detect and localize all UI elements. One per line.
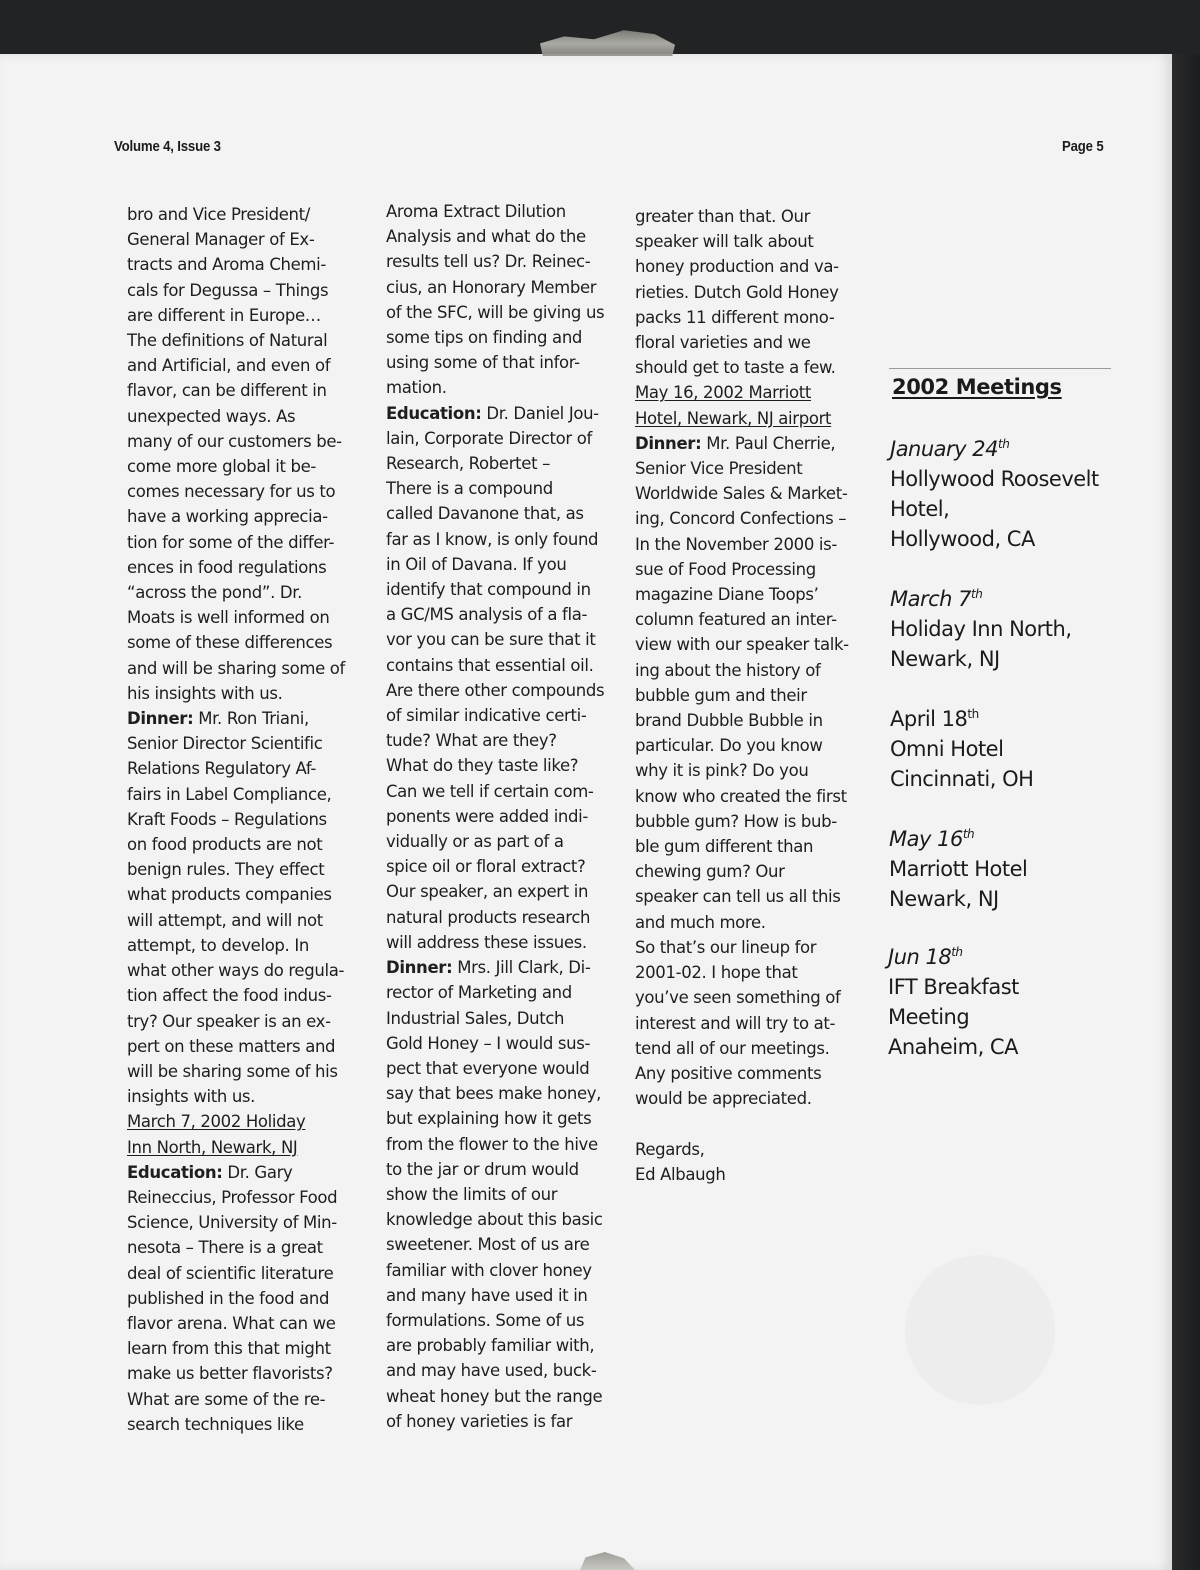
meeting-venue-line: Cincinnati, OH bbox=[890, 767, 1034, 791]
meeting-venue-line: Marriott Hotel bbox=[889, 857, 1028, 881]
text-line: unexpected ways. As bbox=[127, 406, 296, 426]
meeting-entry bbox=[890, 584, 1072, 674]
text-line: Aroma Extract Dilution bbox=[386, 202, 566, 221]
text-line: you’ve seen something of bbox=[635, 988, 841, 1008]
text-line: say that bees make honey, bbox=[386, 1084, 602, 1104]
text-line: cius, an Honorary Member bbox=[386, 277, 597, 297]
text-line: So that’s our lineup for bbox=[635, 937, 817, 957]
text-line: come more global it be- bbox=[127, 457, 317, 477]
text-line: what products companies bbox=[127, 885, 332, 905]
text-line: a GC/MS analysis of a fla- bbox=[386, 605, 588, 625]
text-line: attempt, to develop. In bbox=[127, 935, 309, 955]
meeting-date bbox=[889, 824, 1027, 854]
text-line: sweetener. Most of us are bbox=[386, 1235, 590, 1255]
text-line: flavor arena. What can we bbox=[127, 1313, 336, 1333]
text-line: are different in Europe… bbox=[127, 305, 321, 325]
text-line: familiar with clover honey bbox=[386, 1260, 592, 1280]
ordinal-suffix: th bbox=[998, 437, 1010, 451]
meeting-date bbox=[888, 942, 1019, 972]
text-line: There is a compound bbox=[386, 479, 553, 499]
text-line: ing, Concord Confections – bbox=[635, 509, 847, 529]
text-line: to the jar or drum would bbox=[386, 1159, 579, 1179]
text-line: identify that compound in bbox=[386, 580, 591, 600]
session-text: Mr. Paul Cherrie, bbox=[701, 433, 836, 453]
text-line: magazine Diane Toops’ bbox=[635, 585, 819, 605]
text-line: and Artificial, and even of bbox=[127, 356, 331, 376]
text-line: using some of that infor- bbox=[386, 353, 580, 373]
text-line: ences in food regulations bbox=[127, 557, 327, 577]
event-heading: March 7, 2002 Holiday bbox=[127, 1112, 306, 1132]
text-line: natural products research bbox=[386, 907, 591, 927]
text-line: nesota – There is a great bbox=[127, 1238, 323, 1258]
text-line: many of our customers be- bbox=[127, 431, 342, 451]
meeting-venue-line: Omni Hotel bbox=[890, 737, 1004, 761]
text-line: why it is pink? Do you bbox=[635, 761, 809, 781]
session-line bbox=[386, 401, 626, 426]
text-line: mation. bbox=[386, 378, 447, 398]
text-line: Gold Honey – I would sus- bbox=[386, 1033, 591, 1053]
text-line: tude? What are they? bbox=[386, 731, 557, 751]
text-line: column featured an inter- bbox=[635, 610, 837, 630]
text-line: rector of Marketing and bbox=[386, 983, 572, 1003]
text-line: bro and Vice President/ bbox=[127, 205, 310, 224]
text-line: bubble gum and their bbox=[635, 685, 807, 705]
text-line: honey production and va- bbox=[635, 257, 839, 277]
session-line bbox=[386, 955, 626, 980]
text-line: Senior Vice President bbox=[635, 459, 803, 479]
meeting-venue-line: Hollywood, CA bbox=[890, 527, 1035, 551]
text-line: and may have used, buck- bbox=[386, 1361, 597, 1381]
meeting-venue-line: Anaheim, CA bbox=[888, 1035, 1018, 1059]
text-line: brand Dubble Bubble in bbox=[635, 711, 823, 731]
text-line: wheat honey but the range bbox=[386, 1386, 603, 1406]
event-heading: May 16, 2002 Marriott bbox=[635, 383, 811, 403]
session-line bbox=[127, 1160, 372, 1185]
article-column-3 bbox=[635, 204, 885, 1187]
text-line: of the SFC, will be giving us bbox=[386, 302, 605, 322]
text-line: tion for some of the differ- bbox=[127, 532, 335, 552]
text-line: General Manager of Ex- bbox=[127, 230, 315, 250]
text-line: knowledge about this basic bbox=[386, 1210, 603, 1230]
text-line: greater than that. Our bbox=[635, 207, 811, 226]
text-line: In the November 2000 is- bbox=[635, 534, 837, 554]
volume-issue-header: Volume 4, Issue 3 bbox=[114, 138, 221, 155]
text-line: packs 11 different mono- bbox=[635, 307, 835, 327]
text-line: know who created the first bbox=[635, 786, 847, 806]
session-label: Dinner: bbox=[127, 709, 194, 729]
text-line: pert on these matters and bbox=[127, 1036, 336, 1056]
text-line: rieties. Dutch Gold Honey bbox=[635, 282, 839, 302]
text-line: The definitions of Natural bbox=[127, 331, 328, 351]
ordinal-suffix: th bbox=[962, 827, 975, 841]
meeting-date-text: Jun 18 bbox=[888, 945, 952, 969]
text-line: make us better flavorists? bbox=[127, 1364, 333, 1384]
sidebar-title: 2002 Meetings bbox=[892, 375, 1062, 399]
meeting-date-text: May 16 bbox=[889, 827, 963, 851]
text-line: Science, University of Min- bbox=[127, 1213, 337, 1233]
text-line: Research, Robertet – bbox=[386, 454, 550, 474]
event-heading: Inn North, Newark, NJ bbox=[127, 1137, 298, 1157]
text-line: ing about the history of bbox=[635, 660, 821, 680]
session-label: Education: bbox=[127, 1162, 223, 1182]
text-line: chewing gum? Our bbox=[635, 862, 785, 882]
meeting-venue-line: Newark, NJ bbox=[890, 647, 1000, 671]
text-line: his insights with us. bbox=[127, 683, 283, 703]
text-line: ponents were added indi- bbox=[386, 806, 588, 826]
meeting-venue-line: Hotel, bbox=[890, 497, 950, 521]
text-line: Are there other compounds bbox=[386, 680, 605, 700]
text-line: bubble gum? How is bub- bbox=[635, 811, 837, 831]
text-line: will be sharing some of his bbox=[127, 1061, 338, 1081]
text-line: sue of Food Processing bbox=[635, 559, 816, 579]
meeting-date-text: March 7 bbox=[890, 587, 972, 611]
text-line: Regards, bbox=[635, 1139, 705, 1159]
text-line: Relations Regulatory Af- bbox=[127, 759, 317, 779]
session-text: Mr. Ron Triani, bbox=[193, 709, 309, 729]
text-line: lain, Corporate Director of bbox=[386, 428, 592, 448]
article-column-2 bbox=[386, 199, 626, 1434]
text-line: but explaining how it gets bbox=[386, 1109, 592, 1129]
meeting-date-text: April 18 bbox=[890, 707, 968, 731]
text-line: flavor, can be different in bbox=[127, 381, 327, 401]
text-line: on food products are not bbox=[127, 835, 323, 855]
session-label: Dinner: bbox=[635, 433, 702, 453]
text-line: spice oil or floral extract? bbox=[386, 857, 586, 877]
text-line: in Oil of Davana. If you bbox=[386, 554, 567, 574]
ordinal-suffix: th bbox=[951, 945, 963, 959]
paper-edge-shadow bbox=[1172, 54, 1200, 1570]
page-number: Page 5 bbox=[1062, 138, 1104, 155]
session-line bbox=[127, 706, 372, 731]
text-line: Ed Albaugh bbox=[635, 1164, 726, 1184]
text-line: try? Our speaker is an ex- bbox=[127, 1011, 331, 1031]
text-line: ble gum different than bbox=[635, 837, 814, 857]
meeting-entry bbox=[889, 824, 1027, 914]
tape-strip-top bbox=[540, 28, 675, 56]
text-line: will attempt, and will not bbox=[127, 910, 323, 930]
sidebar-divider bbox=[889, 368, 1111, 369]
text-line: comes necessary for us to bbox=[127, 482, 336, 502]
ordinal-suffix: th bbox=[971, 587, 983, 601]
text-line: what other ways do regula- bbox=[127, 961, 345, 981]
text-line: far as I know, is only found bbox=[386, 529, 599, 549]
text-line: insights with us. bbox=[127, 1087, 256, 1107]
text-line: tracts and Aroma Chemi- bbox=[127, 255, 326, 275]
text-line: What do they taste like? bbox=[386, 756, 579, 776]
text-line: Worldwide Sales & Market- bbox=[635, 484, 848, 504]
text-line: called Davanone that, as bbox=[386, 504, 584, 524]
text-line: results tell us? Dr. Reinec- bbox=[386, 252, 591, 272]
text-line: Senior Director Scientific bbox=[127, 734, 323, 754]
bleed-through-mark bbox=[905, 1255, 1055, 1405]
text-line: are probably familiar with, bbox=[386, 1336, 595, 1356]
meeting-date-text: January 24 bbox=[890, 437, 999, 461]
text-line: deal of scientific literature bbox=[127, 1263, 334, 1283]
article-column-1 bbox=[127, 202, 372, 1437]
text-line: 2001-02. I hope that bbox=[635, 963, 798, 983]
text-line: Industrial Sales, Dutch bbox=[386, 1008, 565, 1028]
meeting-date bbox=[890, 704, 1033, 734]
text-line: should get to taste a few. bbox=[635, 358, 836, 378]
text-line: and will be sharing some of bbox=[127, 658, 345, 678]
text-line: Analysis and what do the bbox=[386, 227, 586, 247]
text-line: show the limits of our bbox=[386, 1184, 558, 1204]
text-line: of honey varieties is far bbox=[386, 1411, 573, 1431]
text-line: vor you can be sure that it bbox=[386, 630, 596, 650]
session-label: Dinner: bbox=[386, 958, 453, 978]
meeting-entry bbox=[888, 942, 1019, 1062]
ordinal-suffix: th bbox=[967, 707, 979, 721]
text-line: and much more. bbox=[635, 912, 766, 932]
text-line: tend all of our meetings. bbox=[635, 1038, 830, 1058]
text-line: What are some of the re- bbox=[127, 1389, 326, 1409]
text-line: some of these differences bbox=[127, 633, 333, 653]
text-line: Kraft Foods – Regulations bbox=[127, 809, 327, 829]
text-line: tion affect the food indus- bbox=[127, 986, 332, 1006]
text-line bbox=[635, 1111, 885, 1136]
text-line: “across the pond”. Dr. bbox=[127, 583, 303, 603]
text-line: from the flower to the hive bbox=[386, 1134, 598, 1154]
text-line: pect that everyone would bbox=[386, 1058, 590, 1078]
text-line: some tips on finding and bbox=[386, 328, 583, 348]
meeting-venue-line: Meeting bbox=[888, 1005, 970, 1029]
text-line: view with our speaker talk- bbox=[635, 635, 849, 655]
text-line: search techniques like bbox=[127, 1414, 304, 1434]
text-line: floral varieties and we bbox=[635, 333, 811, 353]
text-line: particular. Do you know bbox=[635, 736, 823, 756]
event-heading: Hotel, Newark, NJ airport bbox=[635, 408, 832, 428]
text-line: Reineccius, Professor Food bbox=[127, 1187, 338, 1207]
meeting-entry bbox=[890, 704, 1033, 794]
text-line: have a working apprecia- bbox=[127, 507, 328, 527]
meeting-venue-line: Holiday Inn North, bbox=[890, 617, 1072, 641]
text-line: contains that essential oil. bbox=[386, 655, 594, 675]
text-line: fairs in Label Compliance, bbox=[127, 784, 332, 804]
session-label: Education: bbox=[386, 403, 482, 423]
text-line: Any positive comments bbox=[635, 1063, 822, 1083]
text-line: and many have used it in bbox=[386, 1285, 588, 1305]
session-text: Dr. Gary bbox=[222, 1162, 293, 1182]
text-line: learn from this that might bbox=[127, 1339, 331, 1359]
text-line: would be appreciated. bbox=[635, 1089, 812, 1109]
text-line: Moats is well informed on bbox=[127, 608, 330, 628]
text-line: benign rules. They effect bbox=[127, 860, 325, 880]
text-line: formulations. Some of us bbox=[386, 1310, 585, 1330]
session-text: Dr. Daniel Jou- bbox=[481, 403, 599, 423]
session-line bbox=[635, 431, 885, 456]
text-line: published in the food and bbox=[127, 1288, 330, 1308]
text-line: speaker will talk about bbox=[635, 232, 814, 252]
meeting-entry bbox=[890, 434, 1099, 554]
text-line: cals for Degussa – Things bbox=[127, 280, 329, 300]
text-line: speaker can tell us all this bbox=[635, 887, 841, 907]
meeting-date bbox=[890, 584, 1072, 614]
meeting-date bbox=[890, 434, 1099, 464]
meeting-venue-line: Newark, NJ bbox=[889, 887, 999, 911]
text-line: interest and will try to at- bbox=[635, 1013, 836, 1033]
meeting-venue-line: Hollywood Roosevelt bbox=[890, 467, 1099, 491]
text-line: Our speaker, an expert in bbox=[386, 882, 589, 902]
text-line: of similar indicative certi- bbox=[386, 706, 587, 726]
session-text: Mrs. Jill Clark, Di- bbox=[452, 958, 591, 978]
text-line: will address these issues. bbox=[386, 932, 587, 952]
text-line: vidually or as part of a bbox=[386, 832, 564, 852]
text-line: Can we tell if certain com- bbox=[386, 781, 594, 801]
meeting-venue-line: IFT Breakfast bbox=[888, 975, 1019, 999]
